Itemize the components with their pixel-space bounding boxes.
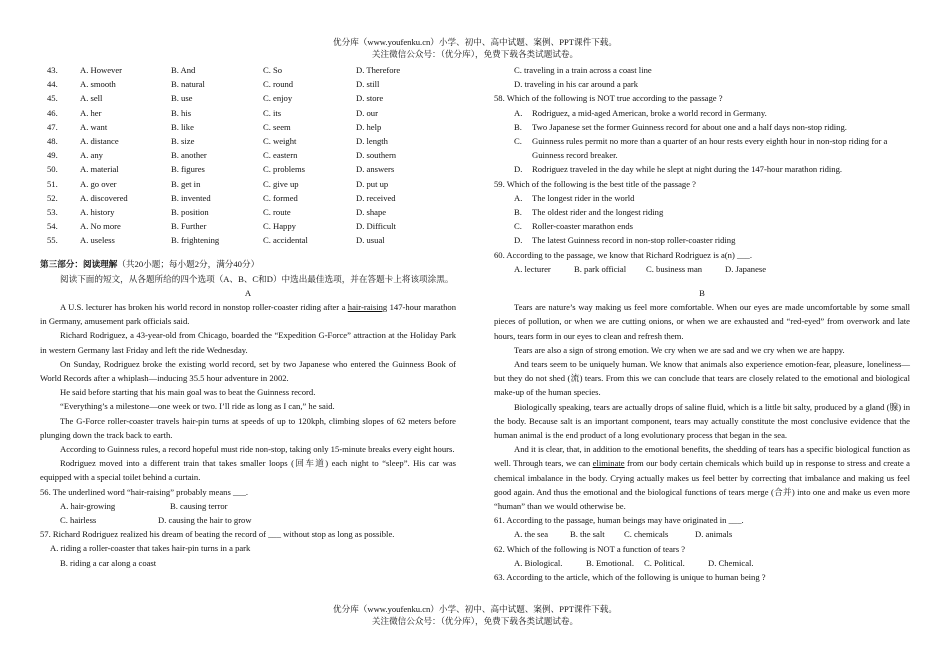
page-header xyxy=(0,36,950,60)
cloze-row: 50. A. material B. figures C. problems D. answers xyxy=(47,164,395,175)
question-58: 58. Which of the following is NOT true according to the passage ? xyxy=(494,93,723,104)
cloze-row: 43. A. However B. And C. So D. Therefore xyxy=(47,65,401,75)
page-footer xyxy=(0,603,950,627)
section-heading xyxy=(40,257,456,271)
question-60: 60. According to the passage, we know that Richard Rodriguez is a(n) ___. xyxy=(494,249,752,260)
left-column xyxy=(40,63,456,570)
cloze-row: 51. A. go over B. get in C. give up D. put up xyxy=(47,178,389,189)
cloze-row: 53. A. history B. position C. route D. shape xyxy=(47,206,387,217)
q58-option: C. Guinness rules permit no more than a quarter of an hour rests every eighth hour in non-stop riding for a Guinness record breaker. xyxy=(514,136,888,161)
cloze-row: 49. A. any B. another C. eastern D. southern xyxy=(47,150,397,161)
passage-b-paragraph: Biologically speaking, tears are actually drops of saline fluid, which is a little bit salty, produced by a gland (腺) in the body. Because salt is an important component, tears may actually constitute the most conclusive evidence that the human animal is the end product of a long evolutionary process that began in the sea. xyxy=(494,401,910,441)
cloze-row: 47. A. want B. like C. seem D. help xyxy=(47,121,382,132)
cloze-row: 44. A. smooth B. natural C. round D. still xyxy=(47,79,380,90)
q62-options-row: A. Biological. B. Emotional. C. Political. D. Chemical. xyxy=(514,557,754,568)
passage-b-paragraph: Tears are nature’s way making us feel more comfortable. When our eyes are made uncomfortable by some small pieces of pollution, or when we are cutting onions, or when we are exhausted and “red-eyed” from overwork and late hours, tears form in our eyes to clean and refresh them. xyxy=(494,302,910,341)
passage-a-paragraph: On Sunday, Rodriguez broke the existing world record, set by two Japanese who entered the Guinness Book of World Records after a whiplash—inducing 35.5 hour adventure in 2002. xyxy=(40,358,456,384)
q59-option: D. The latest Guinness record in non-stop roller-coaster riding xyxy=(514,235,736,246)
q59-option: B. The oldest rider and the longest riding xyxy=(514,207,664,218)
question-63: 63. According to the article, which of the following is unique to human being ? xyxy=(494,572,766,583)
q58-option: B. Two Japanese set the former Guinness record for about one and a half days non-stop riding. xyxy=(514,121,847,132)
passage-a-paragraph: According to Guinness rules, a record hopeful must ride non-stop, taking only 15-minute breaks every eight hours. xyxy=(60,444,455,455)
cloze-row: 55. A. useless B. frightening C. accidental D. usual xyxy=(47,235,385,246)
footer-line-1: 优分库（www.youfenku.cn）小学、初中、高中试题、案例、PPT课件下载。 xyxy=(333,604,617,614)
q59-option: A. The longest rider in the world xyxy=(514,192,635,203)
section-instruction: 阅读下面的短文，从各题所给的四个选项（A、B、C和D）中选出最佳选项，并在答题卡上将该项涂黑。 xyxy=(60,273,454,284)
passage-a-paragraph: “Everything’s a milestone—one week or two. I’ll ride as long as I can,” he said. xyxy=(60,401,335,412)
cloze-row: 46. A. her B. his C. its D. our xyxy=(47,107,378,118)
q56-options-row: C. hairless D. causing the hair to grow xyxy=(60,515,252,526)
question-56: 56. The underlined word “hair-raising” probably means ___. xyxy=(40,486,249,497)
passage-a-label: A xyxy=(244,287,252,298)
question-62: 62. Which of the following is NOT a function of tears ? xyxy=(494,543,686,554)
q57-option-a: A. riding a roller-coaster that takes hair-pin turns in a park xyxy=(50,543,251,554)
header-line-2: 关注微信公众号：（优分库），免费下载各类试题试卷。 xyxy=(371,49,579,59)
q56-options-row: A. hair-growing B. causing terror xyxy=(60,500,228,511)
q57-option-c: C. traveling in a train across a coast line xyxy=(514,65,652,75)
q59-option: C. Roller-coaster marathon ends xyxy=(514,221,634,232)
passage-b-paragraph: And tears seem to be uniquely human. We know that animals also experience emotion-fear, pleasure, loneliness—but they do not shed (流) tears. From this we can conclude that tears are closely related to the emotional and biological make-up of the human species. xyxy=(494,359,910,398)
passage-a-paragraph: A U.S. lecturer has broken his world record in nonstop roller-coaster riding after a hair-raising 147-hour marathon in Germany, amusement park officials said. xyxy=(40,302,456,327)
cloze-row: 54. A. No more B. Further C. Happy D. Difficult xyxy=(47,221,396,232)
passage-b-label: B xyxy=(699,288,705,299)
header-line-1: 优分库（www.youfenku.cn）小学、初中、高中试题、案例、PPT课件下载。 xyxy=(333,37,617,47)
footer-line-2: 关注微信公众号：（优分库），免费下载各类试题试卷。 xyxy=(371,616,579,626)
q57-option-b: B. riding a car along a coast xyxy=(60,557,157,568)
spacer xyxy=(40,247,456,257)
cloze-row: 48. A. distance B. size C. weight D. length xyxy=(47,135,388,146)
q58-option: A. Rodriguez, a mid-aged American, broke a world record in Germany. xyxy=(514,107,767,118)
question-57: 57. Richard Rodriguez realized his dream of beating the record of ___ without stop as long as possible. xyxy=(40,529,395,540)
passage-b-paragraph: Tears are also a sign of strong emotion. We cry when we are sad and we cry when we are happy. xyxy=(514,344,845,355)
cloze-row: 45. A. sell B. use C. enjoy D. store xyxy=(47,93,384,104)
passage-a-paragraph: He said before starting that his main goal was to beat the Guinness record. xyxy=(60,387,316,398)
right-column xyxy=(494,63,910,584)
section-title: 第三部分：阅读理解 xyxy=(40,259,118,270)
spacer xyxy=(494,276,910,286)
section-note: （共20小题；每小题2分，满分40分） xyxy=(117,259,260,270)
passage-a-paragraph: Rodriguez moved into a different train that takes smaller loops (回车道) each night to “sleep”. His car was equipped with a special toilet behind a curtain. xyxy=(40,458,456,483)
cloze-options xyxy=(40,63,456,247)
q61-options-row: A. the sea B. the salt C. chemicals D. animals xyxy=(514,529,733,540)
underlined-word: hair-raising xyxy=(347,302,388,313)
question-59: 59. Which of the following is the best title of the passage ? xyxy=(494,178,696,189)
passage-a-paragraph: The G-Force roller-coaster travels hair-pin turns at speeds of up to 120kph, climbing slopes of 62 meters before plunging down the track back to earth. xyxy=(40,415,456,440)
passage-b-paragraph: And it is clear, that, in addition to the emotional benefits, the shedding of tears has a specific biological function as well. Through tears, we can eliminate from our body certain chemicals which build up in response to stress and create a chemical imbalance in the body. Crying actually makes us feel better by correcting that imbalance and making us feel good again. And thus the emotional and the biological functions of tears merge (合并) into one and make us even more “human” than we would otherwise be. xyxy=(494,444,910,512)
question-61: 61. According to the passage, human beings may have originated in ___. xyxy=(494,515,744,526)
q58-option: D. Rodriguez traveled in the day while he slept at night during the 147-hour marathon riding. xyxy=(514,164,843,175)
q57-option-d: D. traveling in his car around a park xyxy=(514,79,639,90)
underlined-word: eliminate xyxy=(592,458,625,469)
cloze-row: 52. A. discovered B. invented C. formed D. received xyxy=(47,192,396,203)
q60-options-row: A. lecturer B. park official C. business man D. Japanese xyxy=(514,263,767,274)
passage-a-paragraph: Richard Rodriguez, a 43-year-old from Chicago, boarded the “Expedition G-Force” attraction at the Holiday Park in western Germany last Friday and left the ride Wednesday. xyxy=(40,330,456,355)
